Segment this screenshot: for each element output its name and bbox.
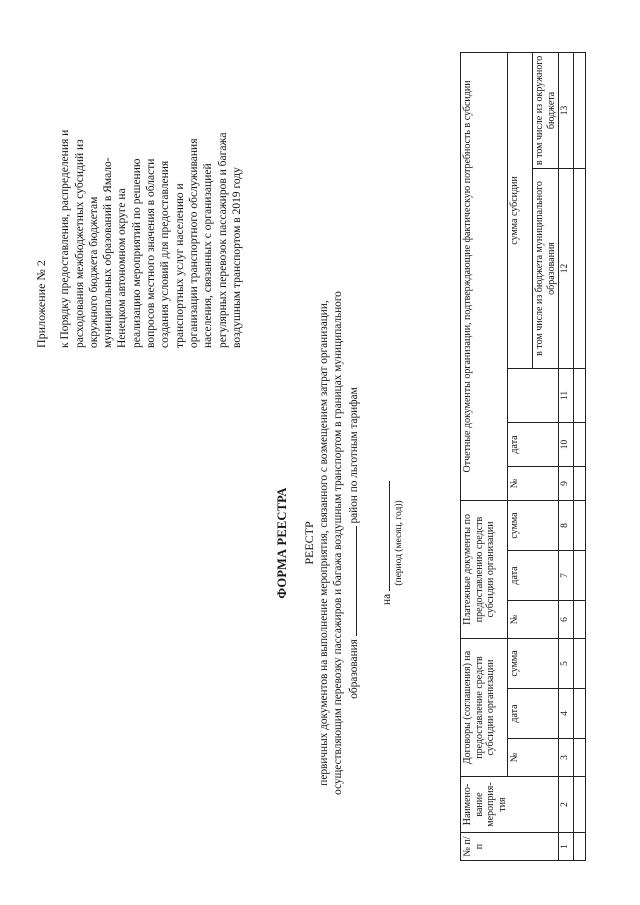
header-report-date: дата <box>508 422 559 466</box>
column-number: 13 <box>559 52 574 168</box>
appendix-line: воздушным транспортом в 2019 году <box>230 166 243 348</box>
period-note: (период (месяц, год)) <box>394 499 404 586</box>
column-number: 12 <box>559 168 574 368</box>
appendix-block <box>34 28 244 348</box>
column-number: 7 <box>559 550 574 600</box>
registry-line-3-end: район по льготным тарифам <box>348 386 361 523</box>
appendix-text <box>58 28 244 348</box>
header-contract-sum: сумма <box>508 638 559 688</box>
appendix-line: транспортных услуг населению и <box>173 182 186 348</box>
appendix-line: регулярных перевозок пассажиров и багажа <box>216 132 229 348</box>
period-blank-line <box>378 481 390 591</box>
registry-description <box>318 263 362 823</box>
header-contract-date: дата <box>508 688 559 738</box>
column-number: 6 <box>559 600 574 638</box>
municipality-blank-line <box>345 526 357 636</box>
appendix-line: к Порядку предоставления, распределения и <box>59 129 72 348</box>
column-number: 3 <box>559 738 574 776</box>
column-number: 5 <box>559 638 574 688</box>
appendix-line: расходования межбюджетных субсидий из <box>73 138 86 348</box>
table-header-row <box>461 52 508 860</box>
header-report-no: № <box>508 466 559 500</box>
header-contracts: Договоры (соглашения) на предоставление средств субсидии организации <box>461 638 508 776</box>
table-header-row <box>508 52 533 860</box>
appendix-line: реализацию мероприятий по решению <box>130 158 143 348</box>
column-number: 9 <box>559 466 574 500</box>
header-payment-sum: сумма <box>508 500 559 550</box>
header-payments: Платежные документы по предоставлению средств субсидии организации <box>461 500 508 638</box>
header-reports: Отчетные документы организации, подтверждающие фактическую потребность в субсидии <box>461 52 508 500</box>
column-number: 1 <box>559 832 574 860</box>
column-number: 10 <box>559 422 574 466</box>
registry-line-3-start: образования <box>348 638 361 699</box>
registry-table <box>460 51 586 860</box>
appendix-line: создания условий для предоставления <box>159 160 172 348</box>
header-num: № п/п <box>461 832 559 860</box>
period-line <box>378 263 393 823</box>
column-number: 8 <box>559 500 574 550</box>
registry-line-2: осуществляющим перевозку пассажиров и багажа воздушным транспортом в границах муниципального <box>331 290 344 795</box>
header-contract-no: № <box>508 738 559 776</box>
appendix-line: муниципальных образований в Ямало- <box>102 156 115 348</box>
header-payment-date: дата <box>508 550 559 600</box>
registry-line-1: первичных документов на выполнение мероприятия, связанного с возмещением затрат организации, <box>318 299 330 786</box>
appendix-line: населения, связанных с организацией <box>202 162 215 348</box>
column-number: 11 <box>559 368 574 422</box>
document-page <box>20 13 620 893</box>
period-prefix: на <box>381 593 393 605</box>
column-number-row <box>559 52 574 860</box>
appendix-line: Ненецком автономном округе на <box>116 187 129 348</box>
header-payment-no: № <box>508 600 559 638</box>
registry-line-3 <box>345 263 362 823</box>
appendix-number: Приложение № 2 <box>34 259 48 348</box>
header-district: в том числе из окружного бюджета <box>533 52 559 168</box>
appendix-line: организации транспортного обслуживания <box>187 137 200 348</box>
column-number: 4 <box>559 688 574 738</box>
header-municipal: в том числе из бюджета муниципального образования <box>533 168 559 368</box>
appendix-line: окружного бюджета бюджетам <box>87 196 100 348</box>
column-number: 2 <box>559 776 574 832</box>
header-name: Наимено-вание мероприя-тия <box>461 776 559 832</box>
empty-data-row <box>574 52 586 860</box>
form-title: ФОРМА РЕЕСТРА <box>275 486 289 599</box>
header-subsidy-sum: сумма субсидии <box>508 52 533 368</box>
appendix-line: вопросов местного значения в области <box>145 158 158 348</box>
registry-title: РЕЕСТР <box>302 520 316 565</box>
